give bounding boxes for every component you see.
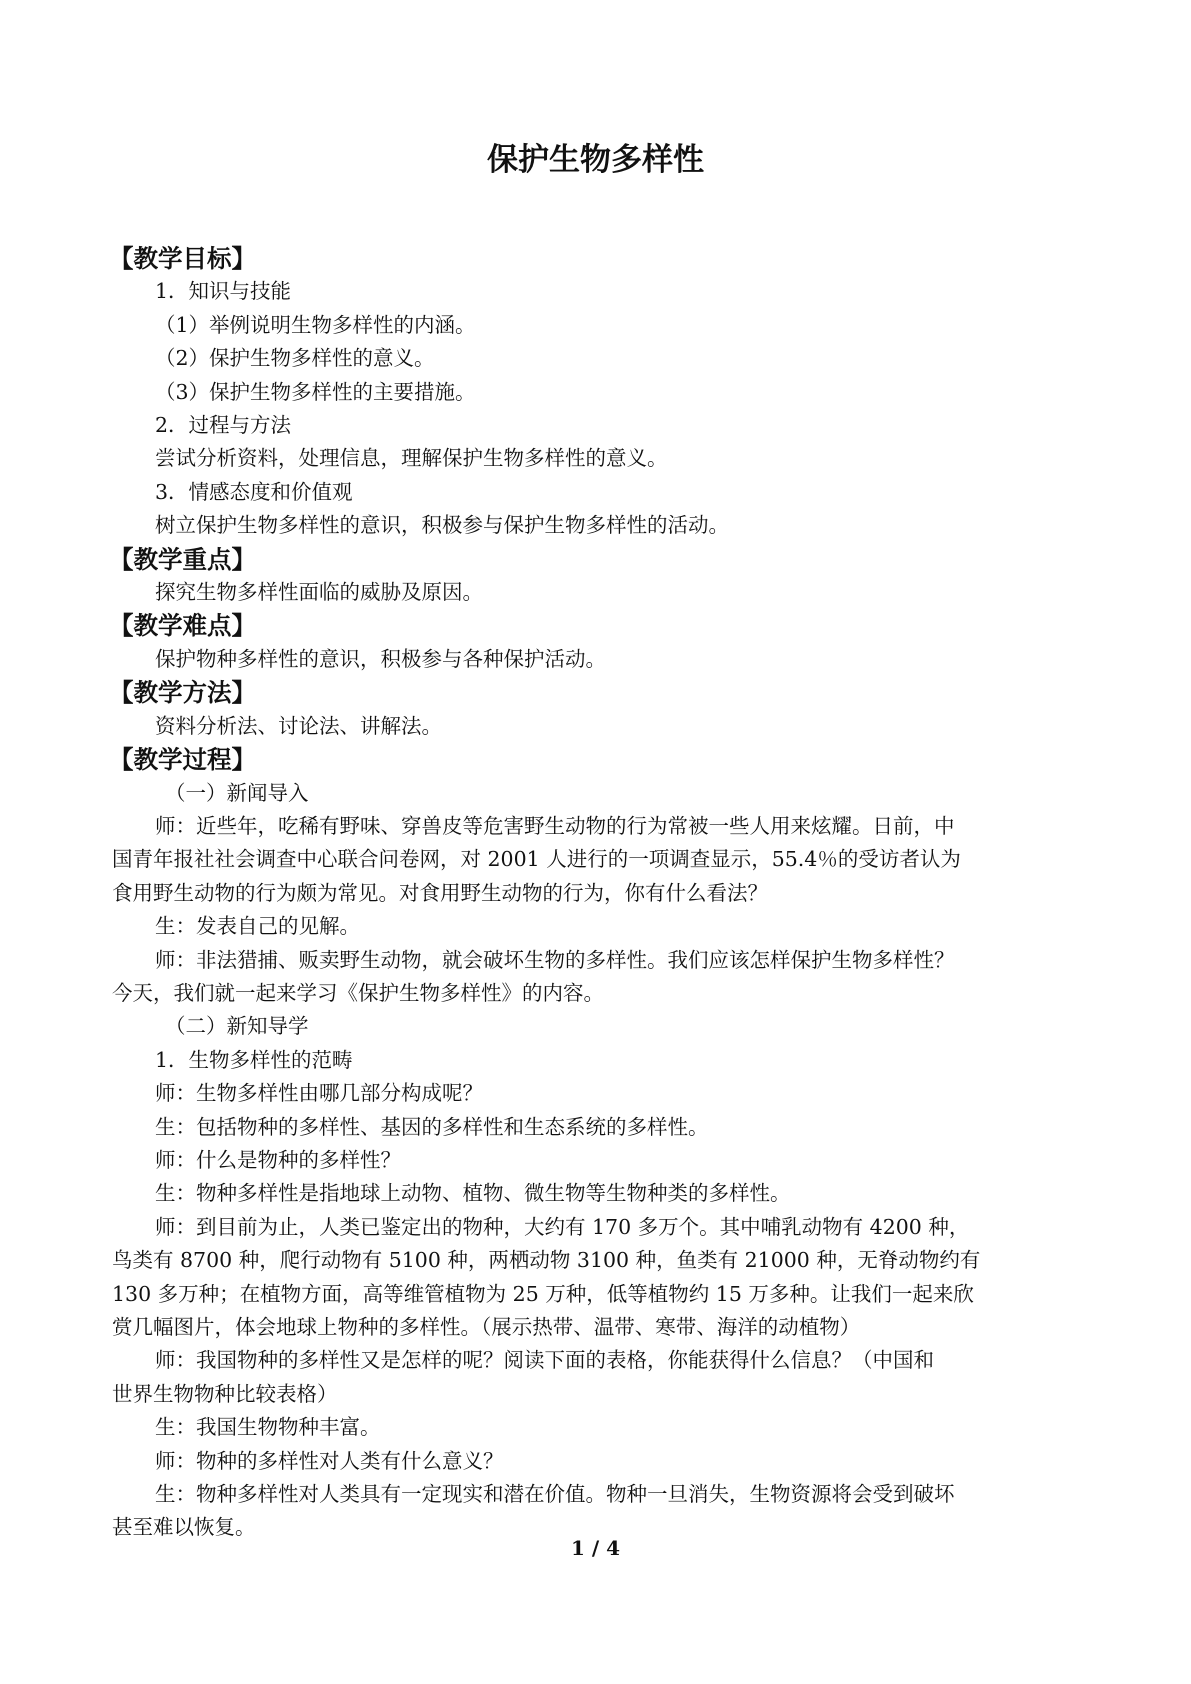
process-item-1: 1．生物多样性的范畴 — [155, 1047, 353, 1072]
paragraph-line: 130 多万种；在植物方面，高等维管植物为 25 万种，低等植物约 15 万多种。让我们一起来欣 — [112, 1281, 974, 1306]
paragraph-line: 师：非法猎捕、贩卖野生动物，就会破坏生物的多样性。我们应该怎样保护生物多样性？ — [155, 947, 955, 972]
paragraph-line: 生：包括物种的多样性、基因的多样性和生态系统的多样性。 — [155, 1114, 709, 1139]
paragraph-line: 生：我国生物物种丰富。 — [155, 1415, 381, 1440]
paragraph-line: 师：近些年，吃稀有野味、穿兽皮等危害野生动物的行为常被一些人用来炫耀。日前，中 — [155, 813, 955, 838]
paragraph-line: 师：物种的多样性对人类有什么意义？ — [155, 1448, 504, 1473]
paragraph-line: 生：物种多样性是指地球上动物、植物、微生物等生物种类的多样性。 — [155, 1181, 791, 1206]
objective-item-1: 1．知识与技能 — [155, 279, 292, 304]
objective-item-3-text: 树立保护生物多样性的意识，积极参与保护生物多样性的活动。 — [155, 513, 729, 538]
section-heading-methods: 【教学方法】 — [109, 678, 256, 708]
paragraph-line: 师：什么是物种的多样性？ — [155, 1147, 401, 1172]
objective-item-1-1: （1）举例说明生物多样性的内涵。 — [155, 312, 476, 337]
objective-item-1-2: （2）保护生物多样性的意义。 — [155, 346, 435, 371]
objective-item-2-text: 尝试分析资料，处理信息，理解保护生物多样性的意义。 — [155, 446, 668, 471]
objective-item-2: 2．过程与方法 — [155, 413, 292, 438]
paragraph-line: 师：我国物种的多样性又是怎样的呢？阅读下面的表格，你能获得什么信息？（中国和 — [155, 1348, 934, 1373]
methods-text: 资料分析法、讨论法、讲解法。 — [155, 713, 442, 738]
objective-item-3: 3．情感态度和价值观 — [155, 479, 353, 504]
page-title: 保护生物多样性 — [487, 142, 704, 178]
section-heading-objectives: 【教学目标】 — [109, 244, 256, 273]
paragraph-line: 鸟类有 8700 种，爬行动物有 5100 种，两栖动物 3100 种，鱼类有 21000 种，无脊动物约有 — [112, 1248, 981, 1273]
section-heading-process: 【教学过程】 — [109, 745, 256, 775]
section-heading-difficulties: 【教学难点】 — [109, 611, 256, 641]
paragraph-line: 食用野生动物的行为颇为常见。对食用野生动物的行为，你有什么看法？ — [112, 880, 768, 905]
paragraph-line: 师：生物多样性由哪几部分构成呢？ — [155, 1081, 483, 1106]
paragraph-line: 甚至难以恢复。 — [112, 1515, 256, 1540]
paragraph-line: 生：物种多样性对人类具有一定现实和潜在价值。物种一旦消失，生物资源将会受到破坏 — [155, 1482, 955, 1507]
paragraph-line: 师：到目前为止，人类已鉴定出的物种，大约有 170 多万个。其中哺乳动物有 4200 种， — [155, 1214, 970, 1239]
objective-item-1-3: （3）保护生物多样性的主要措施。 — [155, 379, 476, 404]
paragraph-line: 生：发表自己的见解。 — [155, 914, 360, 939]
paragraph-line: 世界生物物种比较表格） — [112, 1381, 338, 1406]
document-body — [109, 242, 1082, 1545]
process-subheading-1: （一）新闻导入 — [165, 780, 309, 805]
process-subheading-2: （二）新知导学 — [165, 1014, 309, 1039]
key-points-text: 探究生物多样性面临的威胁及原因。 — [155, 580, 483, 605]
paragraph-line: 今天，我们就一起来学习《保护生物多样性》的内容。 — [112, 980, 604, 1005]
paragraph-line: 赏几幅图片，体会地球上物种的多样性。（展示热带、温带、寒带、海洋的动植物） — [112, 1315, 861, 1339]
paragraph-line: 国青年报社社会调查中心联合问卷网，对 2001 人进行的一项调查显示，55.4％的受访者认为 — [112, 847, 961, 872]
difficulties-text: 保护物种多样性的意识，积极参与各种保护活动。 — [155, 646, 606, 671]
section-heading-key-points: 【教学重点】 — [109, 544, 256, 574]
page-number: 1 / 4 — [570, 1536, 621, 1560]
